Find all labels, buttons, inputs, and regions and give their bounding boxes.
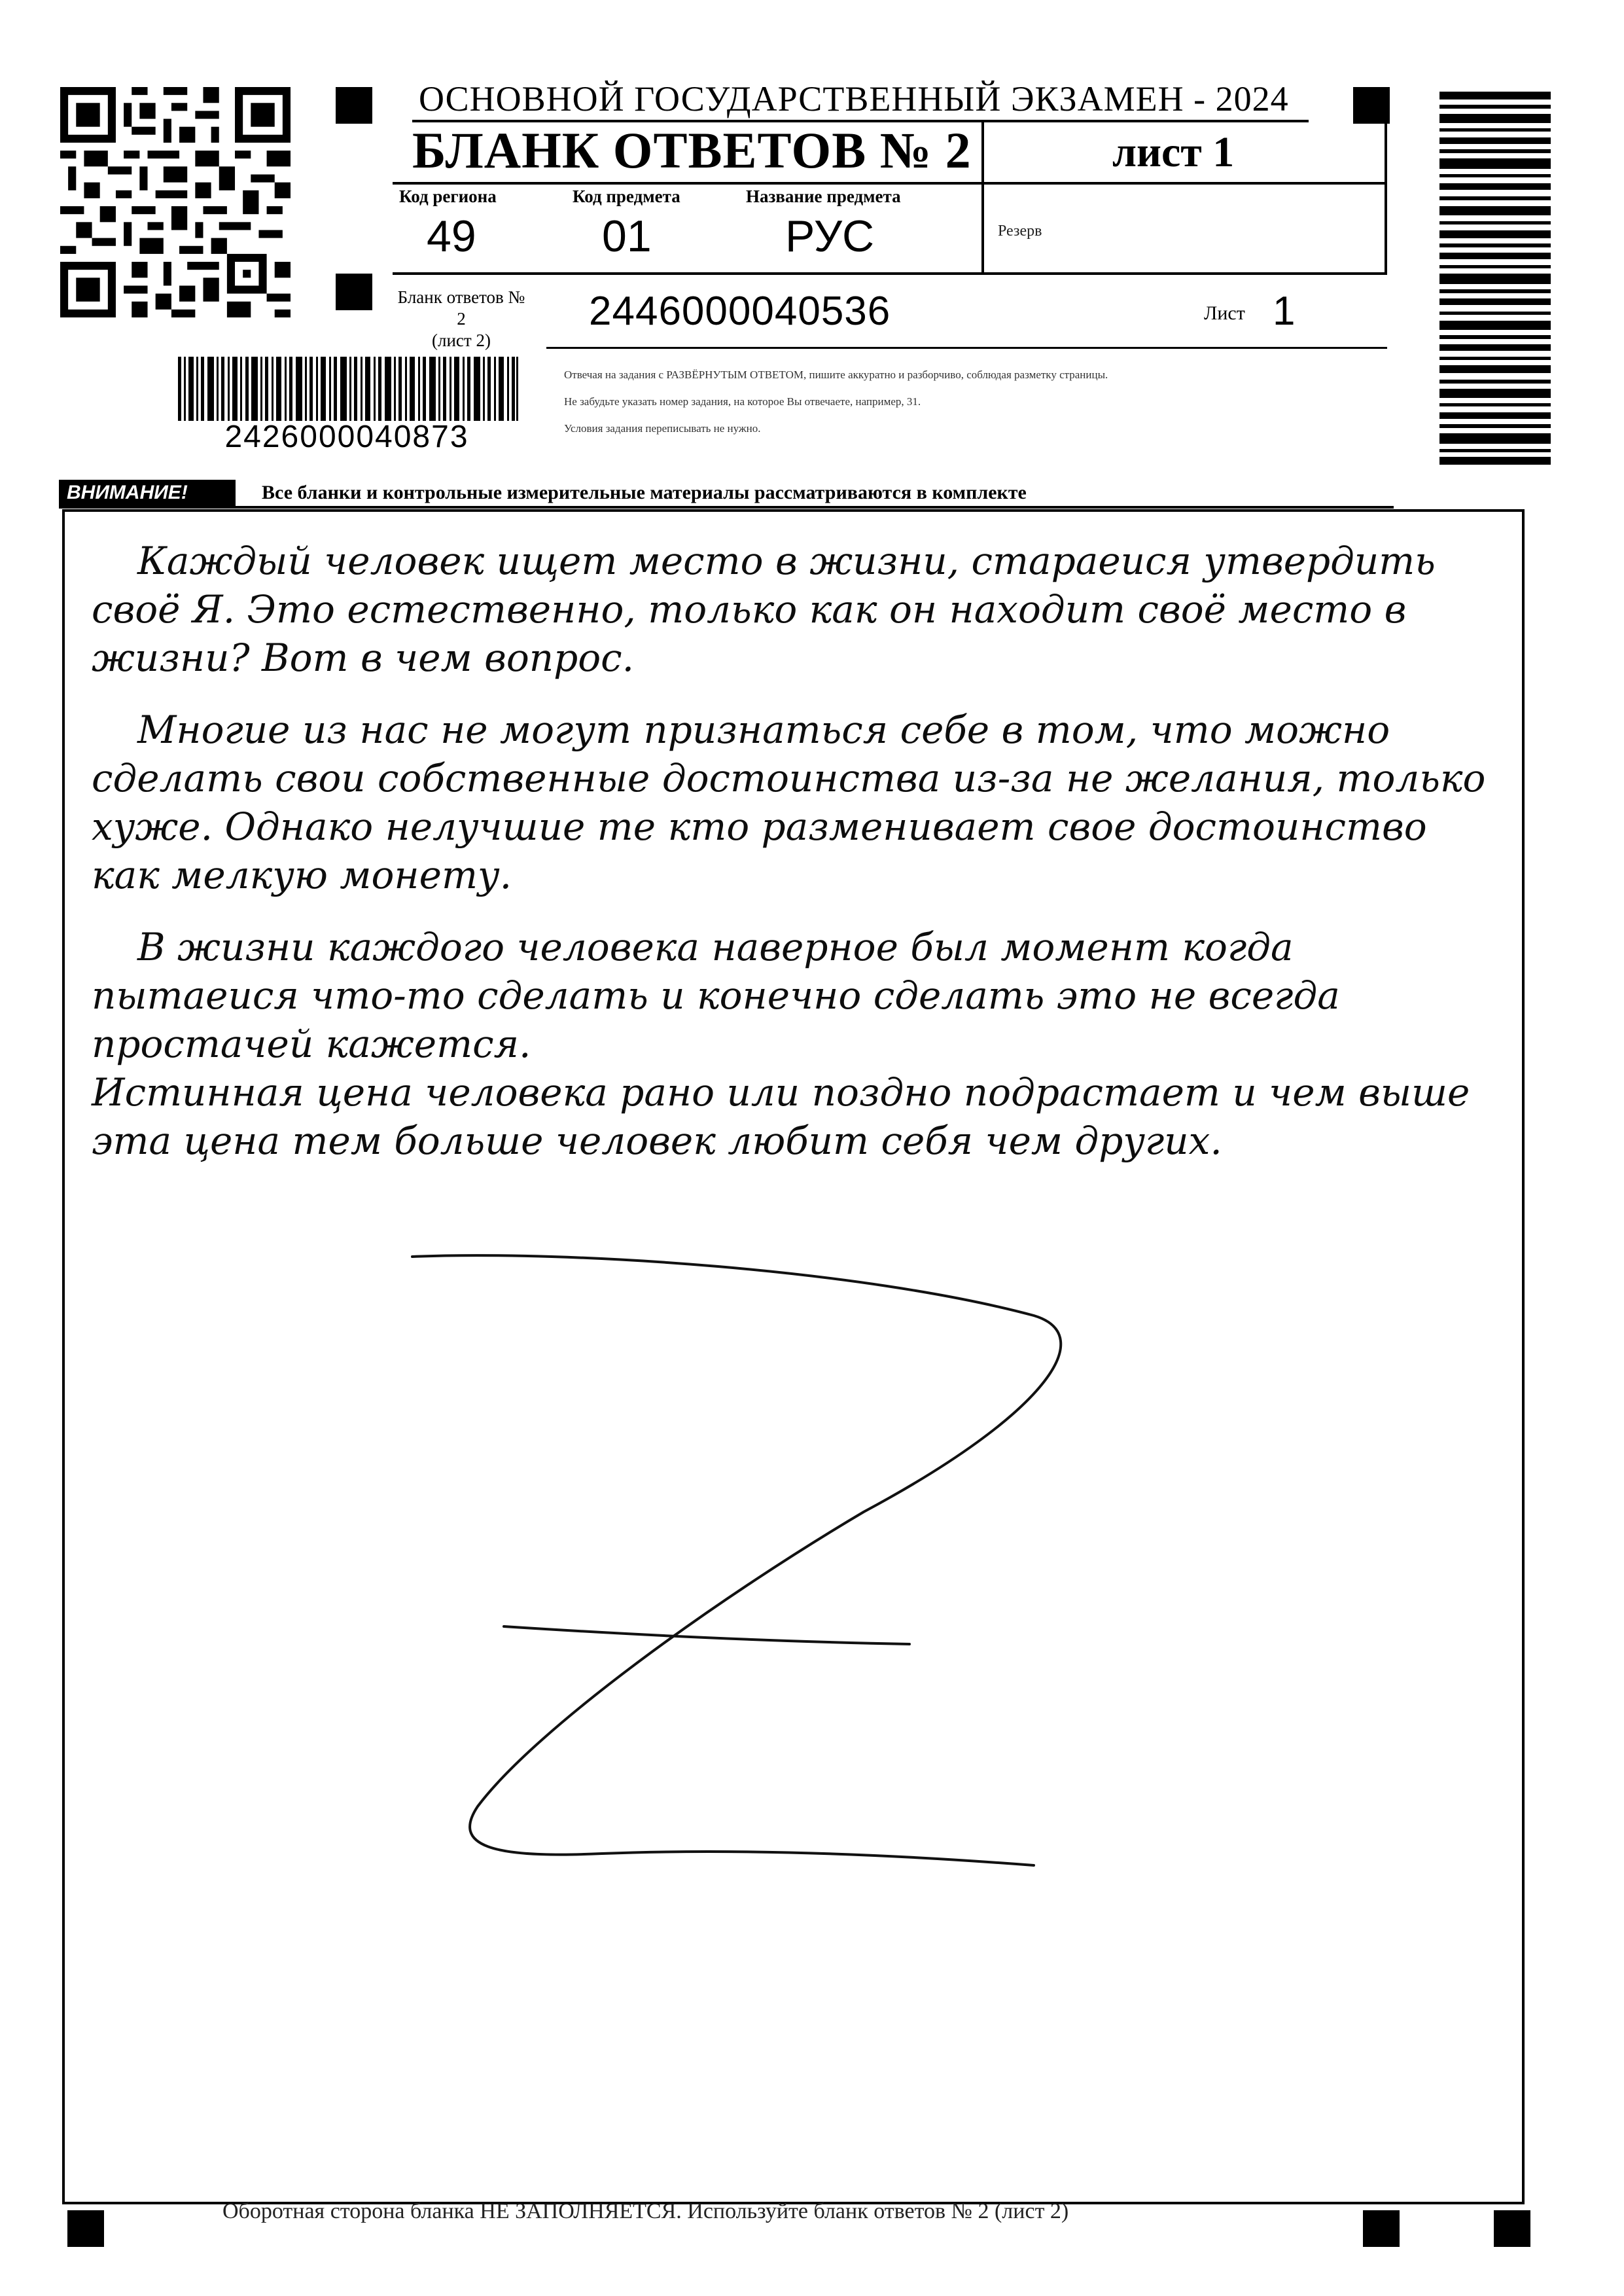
- answer-paragraph-2: Многие из нас не могут признаться себе в том, что можно сделать свои собственные достоинства из-за не желания, только хуже. Однако нелучшие те кто разменивает свое достоинство как мелкую монету.: [92, 708, 1486, 897]
- footer-note: Оборотная сторона бланка НЕ ЗАПОЛНЯЕТСЯ. Используйте бланк ответов № 2 (лист 2): [222, 2199, 1069, 2223]
- reference-label: [396, 287, 527, 351]
- qr-code: [60, 87, 291, 317]
- fields-rule: [393, 272, 1387, 275]
- attention-badge: ВНИМАНИЕ!: [59, 480, 236, 506]
- reference-number: 2446000040536: [589, 289, 891, 334]
- registration-mark-mid-left: [336, 274, 372, 310]
- sheet-number-label: Лист: [1204, 302, 1245, 324]
- attention-rule: [59, 506, 1394, 509]
- z-cancel-stroke: [406, 1230, 1073, 1872]
- instruction-line-1: Отвечая на задания с РАЗВЁРНУТЫМ ОТВЕТОМ, пишите аккуратно и разборчиво, соблюдая разметку страницы.: [564, 368, 1108, 381]
- answer-paragraph-1: Каждый человек ищет место в жизни, стараеися утвердить своё Я. Это естественно, только как он находит своё место в жизни? Вот в чем вопрос.: [92, 539, 1436, 680]
- answer-paragraph-3: В жизни каждого человека наверное был момент когда пытаеися что-то сделать и конечно сделать это не всегда простачей кажется.: [92, 925, 1340, 1066]
- header-divider: [981, 122, 984, 274]
- registration-mark-bottom-left: [67, 2210, 104, 2247]
- reference-rule: [546, 347, 1387, 349]
- registration-mark-bottom-right: [1494, 2210, 1530, 2247]
- sheet-number: 1: [1273, 289, 1296, 334]
- attention-text: Все бланки и контрольные измерительные материалы рассматриваются в комплекте: [262, 482, 1027, 503]
- header-right-border: [1385, 122, 1387, 274]
- instruction-line-3: Условия задания переписывать не нужно.: [564, 422, 761, 435]
- registration-mark-top-left: [336, 87, 372, 124]
- barcode-number: 2426000040873: [224, 420, 469, 454]
- reserve-label: Резерв: [998, 223, 1042, 240]
- handwritten-answer: [92, 537, 1505, 1189]
- region-value: 49: [427, 211, 476, 261]
- answer-paragraph-4: Истинная цена человека рано или поздно подрастает и чем выше эта цена тем больше человек любит себя чем других.: [92, 1070, 1470, 1163]
- reference-label-line2: (лист 2): [432, 331, 491, 350]
- sheet-label: лист 1: [1112, 128, 1235, 176]
- side-barcode: [1439, 92, 1551, 465]
- subject-name-value: РУС: [785, 211, 875, 261]
- exam-title: ОСНОВНОЙ ГОСУДАРСТВЕННЫЙ ЭКЗАМЕН - 2024: [419, 79, 1289, 118]
- reference-label-line1: Бланк ответов № 2: [397, 287, 525, 329]
- form-barcode: [178, 357, 518, 421]
- registration-mark-top-right: [1353, 87, 1390, 124]
- registration-mark-bottom-mid: [1363, 2210, 1400, 2247]
- blank-title: БЛАНК ОТВЕТОВ № 2: [412, 122, 972, 179]
- header-rule: [393, 182, 1387, 185]
- subject-name-label: Название предмета: [746, 187, 901, 206]
- region-label: Код региона: [399, 187, 497, 206]
- subject-code-label: Код предмета: [573, 187, 680, 206]
- instruction-line-2: Не забудьте указать номер задания, на которое Вы отвечаете, например, 31.: [564, 395, 921, 408]
- subject-code-value: 01: [602, 211, 652, 261]
